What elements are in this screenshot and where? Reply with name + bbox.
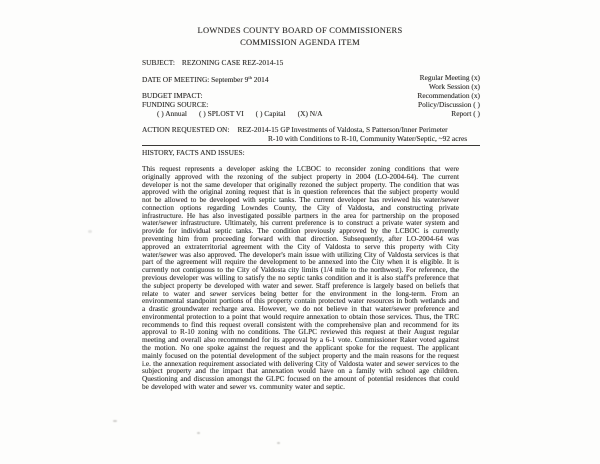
document-header — [142, 0, 458, 48]
history-body-paragraph: This request represents a developer asking the LCBOC to reconsider zoning conditions that were originally approved with the rezoning of the subject property in 2004 (LO-2004-64). The current developer is not the same developer that originally rezoned the subject property. The condition that was approved with the original zoning request that is in question references that the subject property would not be allowed to be developed with septic tanks. The current developer has reviewed his water/sewer connection options regarding Lowndes County, the City of Valdosta, and constructing private infrastructure. He has also investigated possible partners in the area for partnership on the proposed water/sewer infrastructure. Ultimately, his current preference is to construct a private water system and provide for individual septic tanks. The condition previously approved by the LCBOC is currently preventing him from proceeding forward with that direction. Subsequently, after LO-2004-64 was approved an extraterritorial agreement with the City of Valdosta to serve this property with City water/sewer was also approved. The developer's main issue with utilizing City of Valdosta services is that part of the agreement will require the development to be annexed into the City when it is eligible. It is currently not contiguous to the City of Valdosta city limits (1/4 mile to the northwest). For reference, the previous developer was willing to satisfy the no septic tanks condition and it is also staff's preference that the subject property be developed with water and sewer. Staff preference is largely based on beliefs that relate to water and sewer services being better for the environment in the long-term. From an environmental standpoint portions of this property contain protected water resources in both wetlands and a drastic groundwater recharge area. However, we do not believe in that water/sewer preference and environmental protection to a point that would require annexation to obtain those services. Thus, the TRC recommends to find this request overall consistent with the comprehensive plan and recommend for its approval to R-10 zoning with no conditions. The GLPC reviewed this request at their August regular meeting and overall also recommended for its approval by a 6-1 vote. Commissioner Raker voted against the motion. No one spoke against the request and the applicant spoke for the request. The applicant mainly focused on the potential development of the subject property and the main reasons for the request i.e. the annexation requirement associated with delivering City of Valdosta water and sewer services to the subject property and the impact that annexation would have on a family with school age children. Questioning and discussion amongst the GLPC focused on the amount of potential residences that could be developed with water and sewer vs. community water and septic. — [142, 164, 459, 391]
funding-source-field: FUNDING SOURCE: — [142, 100, 209, 109]
date-year: 2014 — [251, 75, 269, 84]
date-label-and-value: DATE OF MEETING: September 9 — [142, 75, 249, 84]
left-fields-column — [142, 73, 347, 118]
action-requested-block — [142, 125, 480, 143]
action-requested-value-line2: R-10 with Conditions to R-10, Community Water/Septic, ~92 acres — [268, 134, 468, 143]
scan-artifact-speck — [88, 230, 92, 233]
budget-impact-field: BUDGET IMPACT: — [142, 91, 203, 100]
action-requested-label: ACTION REQUESTED ON: — [142, 125, 230, 134]
funding-option-capital: ( ) Capital — [255, 109, 286, 118]
subject-label: SUBJECT: — [142, 58, 175, 67]
funding-option-splost: ( ) SPLOST VI — [198, 109, 244, 118]
fields-and-meeting-types — [142, 73, 480, 118]
scan-artifact-speck — [197, 432, 200, 434]
action-requested-value-line1: REZ-2014-15 GP Investments of Valdosta, S Patterson/Inner Perimeter — [237, 125, 448, 134]
horizontal-divider — [142, 145, 480, 146]
funding-option-na: (X) N/A — [297, 109, 323, 118]
meeting-type-checklist — [347, 73, 480, 118]
subject-field — [142, 58, 480, 67]
history-facts-issues-heading: HISTORY, FACTS AND ISSUES: — [142, 148, 245, 157]
subject-value: REZONING CASE REZ-2014-15 — [181, 58, 284, 67]
org-title: LOWNDES COUNTY BOARD OF COMMISSIONERS — [197, 25, 403, 35]
date-ordinal: th — [248, 75, 252, 80]
scan-artifact-speck — [277, 442, 280, 444]
date-of-meeting-field — [142, 73, 347, 82]
funding-option-annual: ( ) Annual — [157, 109, 187, 118]
meeting-type-report: Report ( ) — [451, 109, 480, 118]
document-type-title: COMMISSION AGENDA ITEM — [240, 36, 360, 47]
meeting-type-work-session: Work Session (x) — [428, 82, 480, 91]
scan-artifact-speck — [113, 420, 117, 422]
meeting-type-policy-discussion: Policy/Discussion ( ) — [418, 100, 480, 109]
meeting-type-regular: Regular Meeting (x) — [419, 73, 480, 82]
document-content — [142, 0, 480, 391]
funding-source-options — [142, 109, 347, 118]
meeting-type-recommendation: Recommendation (x) — [417, 91, 480, 100]
action-requested-line1 — [142, 125, 480, 134]
